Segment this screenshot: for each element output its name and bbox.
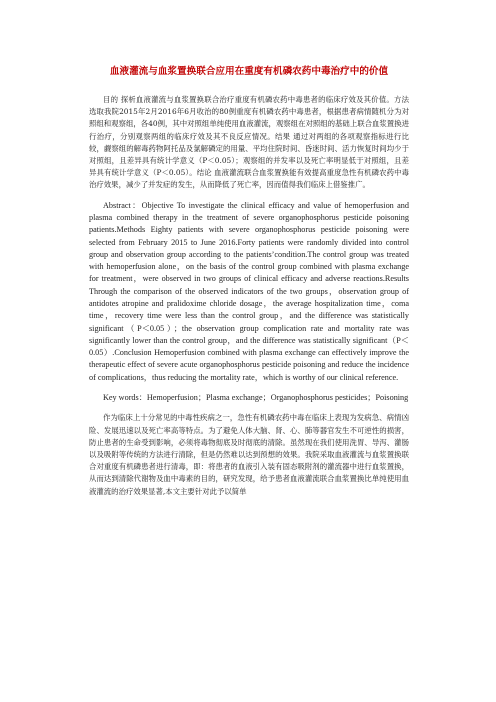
spacer [89,384,409,392]
keywords: Key words：Hemoperfusion；Plasma exchange；Organophosphorus pesticides；Poisoning [103,393,409,403]
body-paragraph: 作为临床上十分常见的中毒性疾病之一，急性有机磷农药中毒在临床上表现为发病急、病情凶险、发展迅速以及死亡率高等特点。为了避免人体大脑、肾、心、肺等器官发生不可逆性的损害，防止患者的生命受到影响，必须将毒物彻底及时彻底的清除。虽然现在我们使用洗胃、导泻、灌肠以及吸附等传统的方法进行清除，但是仍然难以达到预想的效果。我院采取血液灌流与血浆置换联合对重度有机磷患者进行清毒，即：将患者的血液引入装有固态吸附剂的灌流器中进行血浆置换，从而达到清除代谢物及血中毒素的目的，研究发现，给予患者血液灌流联合血浆置换比单纯使用血液灌流的治疗效果显著,本文主要针对此予以简单 [89,413,409,496]
abstract-chinese: 目的 探析血液灌流与血浆置换联合治疗重度有机磷农药中毒患者的临床疗效及其价值。方法 选取我院2015年2月2016年6月收治的80例重度有机磷农药中毒患者，根据患者病情随机分为对照组和观察组，各40例，其中对照组单纯使用血液灌流，观察组在对照组的基础上联合血浆置换进行治疗，分别观察两组的临床疗效及其不良反应情况。结果 通过对两组的各项观察指标进行比较，觑察组的解毒药物阿托品及氯解磷定的用量、平均住院时间、昏迷时间、活力恢复时间均少于对照组，且差异具有统计学意义（P＜0.05）；观察组的并发率以及死亡率明显低于对照组，且差异具有统计学意义（P＜0.05）。结论 血液灌流联合血浆置换能有效提高重度急性有机磷农药中毒治疗效果，减少了并发症的发生，从而降低了死亡率，因而值得我们临床上借鉴推广。 [89,95,409,190]
spacer [89,404,409,412]
spacer [89,192,409,200]
document-page [89,66,409,498]
paper-title: 血液灌流与血浆置换联合应用在重度有机磷农药中毒治疗中的价值 [109,66,389,77]
abstract-english: Abstract：Objective To investigate the clinical efficacy and value of hemoperfusion and plasma combined therapy in the treatment of severe organophosphorus pesticide poisoning patients.Methods Eighty patients with severe organophosphorus pesticide poisoning were selected from February 2015 to June 2016.Forty patients were randomly divided into control group and observation group according to the patients’condition.The control group was treated with hemoperfusion alone，on the basis of the control group combined with plasma exchange for treatment，were observed in two groups of clinical efficacy and adverse reactions.Results Through the comparison of the observed indicators of the two groups，observation group of antidotes atropine and pralidoxime chloride dosage，the average hospitalization time，coma time，recovery time were less than the control group，and the difference was statistically significant（P＜0.05）；the observation group complication rate and mortality rate was significantly lower than the control group，and the difference was statistically significant（P＜0.05）.Conclusion Hemoperfusion combined with plasma exchange can effectively improve the therapeutic effect of severe acute organophosphorus pesticide poisoning and reduce the incidence of complications，thus reducing the mortality rate，which is worthy of our clinical reference. [89,200,409,382]
